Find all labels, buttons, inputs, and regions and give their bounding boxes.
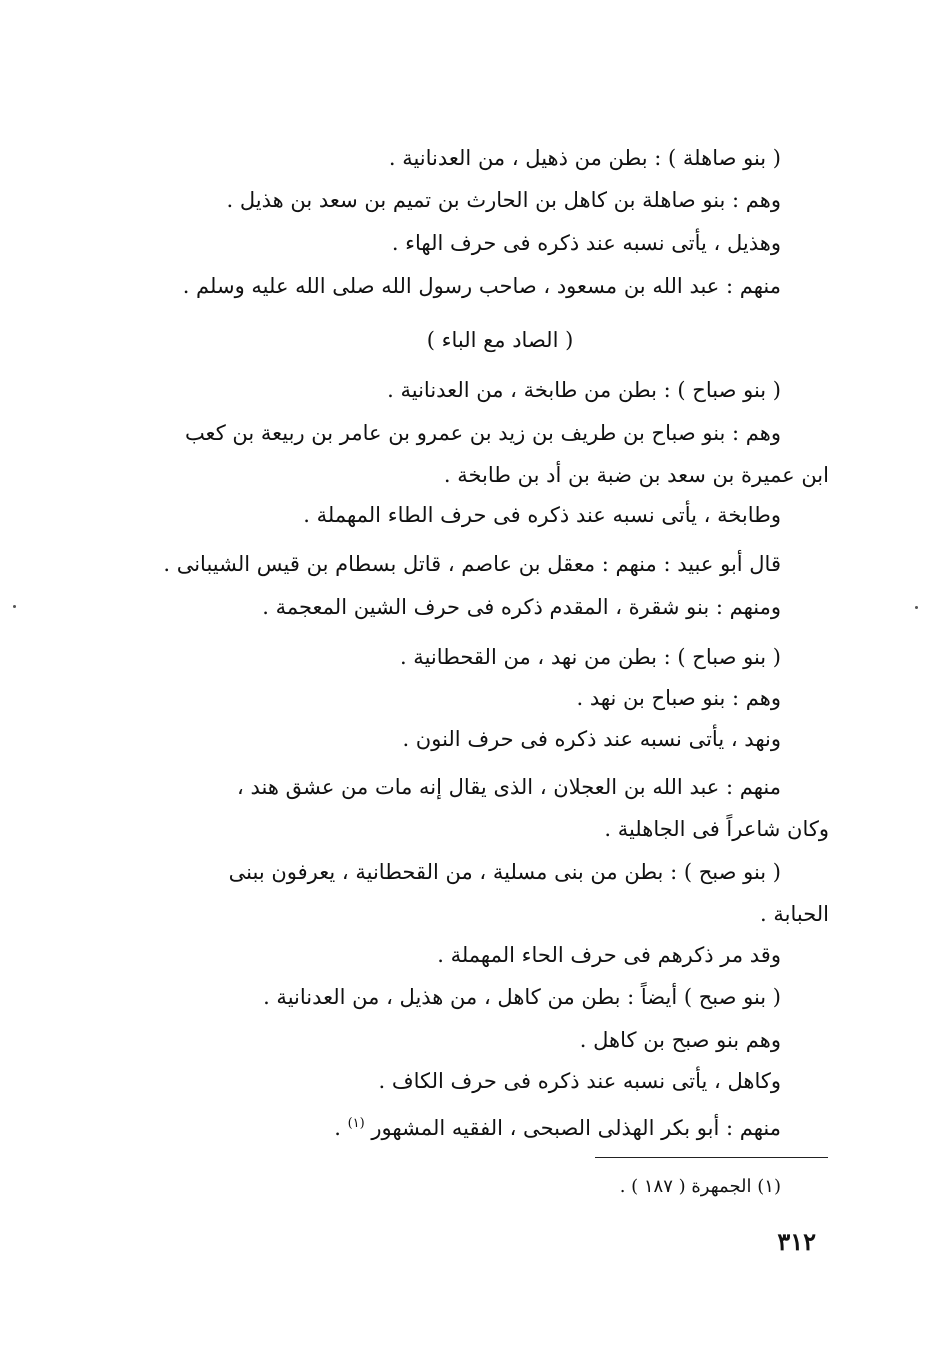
text-line: وكان شاعراً فى الجاهلية . [604, 817, 829, 841]
page-number: ٣١٢ [777, 1227, 816, 1256]
scan-speck [13, 605, 16, 608]
text-line: الحبابة . [760, 902, 829, 926]
text-line: ونهد ، يأتى نسبه عند ذكره فى حرف النون . [402, 727, 781, 751]
text-line: منهم : عبد الله بن العجلان ، الذى يقال إنه مات من عشق هند ، [237, 775, 781, 799]
text-line: وهم بنو صبح بن كاهل . [579, 1028, 781, 1052]
text-line: ( بنو صباح ) : بطن من نهد ، من القحطانية . [399, 645, 781, 669]
footnote-rule [595, 1157, 828, 1158]
text-line: وقد مر ذكرهم فى حرف الحاء المهملة . [437, 943, 781, 967]
text-line: ( بنو صبح ) أيضاً : بطن من كاهل ، من هذيل ، من العدنانية . [263, 985, 781, 1009]
text-line: وهم : بنو صباح بن طريف بن زيد بن عمرو بن عامر بن ربيعة بن كعب [184, 421, 781, 445]
text-line: ( بنو صباح ) : بطن من طابخة ، من العدنانية . [387, 378, 781, 402]
text-line: وكاهل ، يأتى نسبه عند ذكره فى حرف الكاف . [378, 1069, 781, 1093]
text-line: ابن عميرة بن سعد بن ضبة بن أد بن طابخة . [443, 463, 829, 487]
text-line: وهم : بنو صاهلة بن كاهل بن الحارث بن تميم بن سعد بن هذيل . [226, 188, 781, 212]
footnote-marker: (١) [347, 1116, 365, 1131]
text-line: منهم : أبو بكر الهذلى الصبحى ، الفقيه المشهور [371, 1116, 781, 1140]
text-line-with-footnote [334, 1109, 781, 1143]
text-line: قال أبو عبيد : منهم : معقل بن عاصم ، قاتل بسطام بن قيس الشيبانى . [163, 552, 781, 576]
scan-speck [915, 606, 918, 609]
text-line: ومنهم : بنو شقرة ، المقدم ذكره فى حرف الشين المعجمة . [262, 595, 781, 619]
section-heading: ( الصاد مع الباء ) [426, 328, 574, 352]
text-line: ( بنو صبح ) : بطن من بنى مسلية ، من القحطانية ، يعرفون ببنى [228, 860, 781, 884]
text-line: منهم : عبد الله بن مسعود ، صاحب رسول الله صلى الله عليه وسلم . [182, 274, 781, 298]
text-line-end: . [334, 1116, 348, 1140]
text-line: وهم : بنو صباح بن نهد . [576, 686, 781, 710]
text-line: ( بنو صاهلة ) : بطن من ذهيل ، من العدنانية . [388, 146, 781, 170]
text-line: وطابخة ، يأتى نسبه عند ذكره فى حرف الطاء المهملة . [303, 503, 781, 527]
text-line: وهذيل ، يأتى نسبه عند ذكره فى حرف الهاء . [391, 231, 781, 255]
footnote: (١) الجمهرة ( ١٨٧ ) . [619, 1176, 781, 1197]
